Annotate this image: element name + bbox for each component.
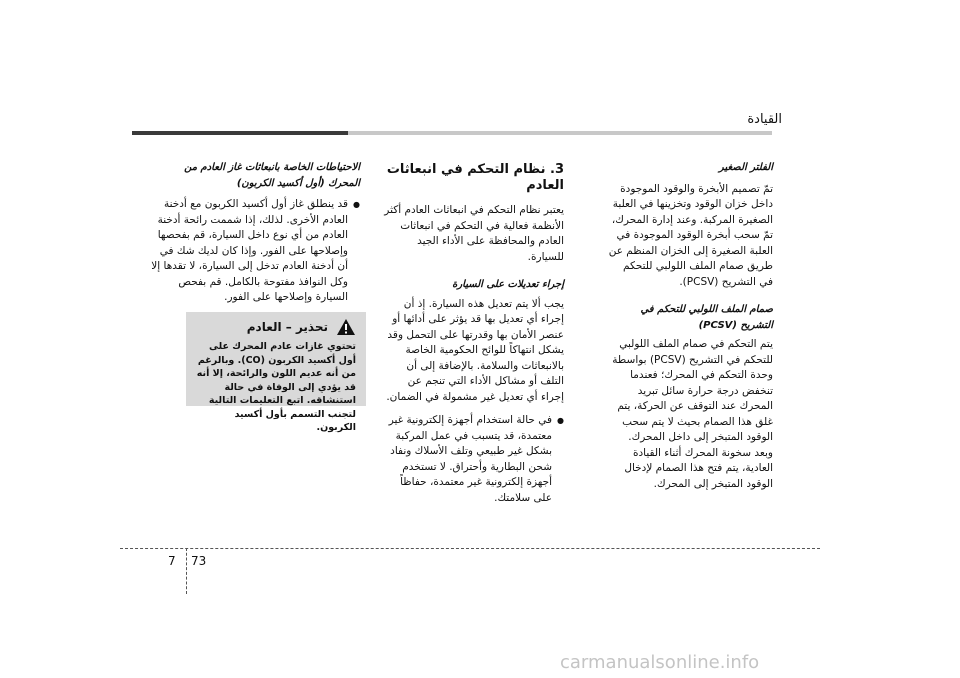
warning-box	[186, 312, 366, 433]
watermark-text: carmanualsonline.info	[560, 652, 760, 673]
warning-text: تحتوي غازات عادم المحرك على أول أكسيد الكربون (CO). وبالرغم من أنه عديم اللون والرائحة، إلا أنه قد يؤدي إلى الوفاة في حالة استنشاقه. اتبع التعليمات التالية لتجنب التسمم بأول أكسيد الكربون.	[196, 341, 356, 433]
column-right	[608, 160, 773, 492]
warning-header	[196, 318, 356, 336]
co-heading: الاحتياطات الخاصة بانبعاثات غاز العادم من المحرك (أول أكسيد الكربون)	[184, 162, 360, 189]
canister-heading: الفلتر الصغير	[718, 162, 773, 173]
column-middle	[384, 160, 564, 506]
pcsv-paragraph: يتم التحكم في صمام الملف اللولبي للتحكم في التشريح (PCSV) بواسطة وحدة التحكم في المحرك؛ فعندما تنخفض درجة حرارة سائل تبريد المحرك عند التوقف عن الحركة، يتم غلق هذا الصمام بحيث لا يتم سحب الوقود المتبخر إلى داخل المحرك. وبعد سخونة المحرك أثناء القيادة العادية، يتم فتح هذا الصمام لإدخال الوقود المتبخر إلى المحرك.	[612, 338, 773, 490]
pcsv-heading: صمام الملف اللولبي للتحكم في التشريح (PCSV)	[640, 304, 773, 331]
emission-paragraph: يعتبر نظام التحكم في انبعاثات العادم أكثر الأنظمة فعالية في التحكم في انبعاثات العادم والمحافظة على الأداء الجيد للسيارة.	[384, 204, 564, 263]
chapter-title: القيادة	[747, 112, 782, 127]
footer-rule	[120, 548, 820, 549]
footer-divider	[186, 548, 187, 594]
electronics-bullet: ● في حالة استخدام أجهزة إلكترونية غير معتمدة، قد يتسبب في عمل المركبة بشكل غير طبيعي وتلف الأسلاك ونفاد شحن البطارية وأحتراق. لا تستخدم أجهزة إلكترونية غير معتمدة، حفاظاً على سلامتك.	[384, 413, 564, 506]
header-rule-accent	[132, 131, 348, 135]
chapter-number: 7	[168, 554, 176, 568]
warning-title: تحذير – العادم	[246, 320, 328, 334]
warning-triangle-icon	[336, 318, 356, 336]
column-left	[150, 160, 360, 306]
canister-paragraph: تمّ تصميم الأبخرة والوقود الموجودة داخل خزان الوقود وتخزينها في العلبة الصغيرة المركبة. وعند إدارة المحرك، تمّ سحب أبخرة الوقود الموجودة في العلبة الصغيرة إلى الخزان المنظم عن طريق صمام الملف اللولبي للتحكم في التشريح (PCSV).	[608, 182, 773, 288]
modifications-heading: إجراء تعديلات على السيارة	[452, 279, 564, 290]
co-bullet: ● قد ينطلق غاز أول أكسيد الكربون مع أدخنة العادم الأخرى. لذلك، إذا شممت رائحة أدخنة العادم من أي نوع داخل السيارة، قم بفحصها وإصلاحها على الفور. وإذا كان لديك شك في أن أدخنة العادم تدخل إلى السيارة، لا تقدها إلا وكل النوافذ مفتوحة بالكامل. قم بفحص السيارة وإصلاحها على الفور.	[150, 197, 360, 306]
modifications-paragraph: يجب ألا يتم تعديل هذه السيارة. إذ أن إجراء أي تعديل بها قد يؤثر على أدائها أو عنصر الأمان بها وقدرتها على التحمل وقد يشكل انتهاكاً للوائح الحكومية الخاصة بالانبعاثات والسلامة. بالإضافة إلى أن التلف أو مشاكل الأداء التي تنجم عن إجراء أي تعديل غير مشمولة في الضمان.	[386, 297, 564, 403]
page-number: 73	[191, 554, 207, 568]
section-heading: 3. نظام التحكم في انبعاثات العادم	[386, 162, 564, 193]
